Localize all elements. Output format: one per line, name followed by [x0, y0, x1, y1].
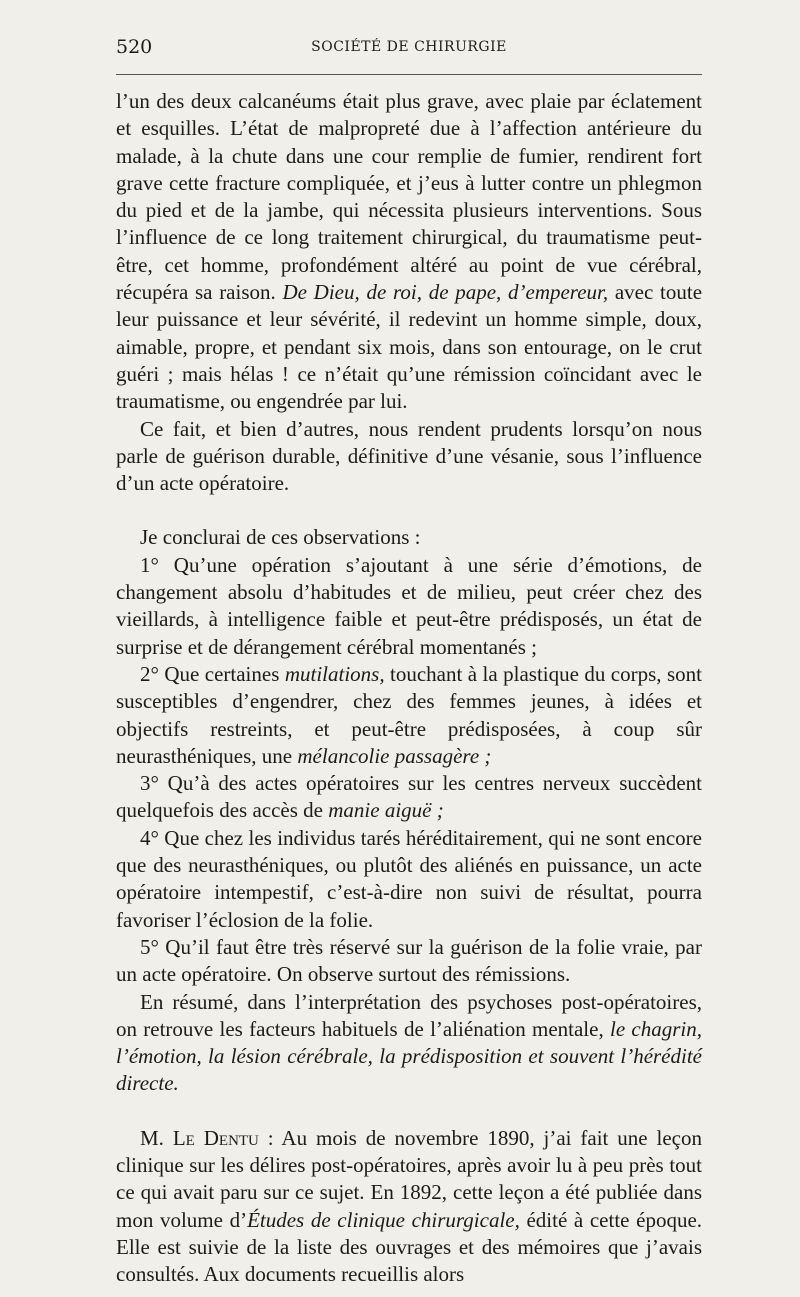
summary-paragraph: En résumé, dans l’interprétation des psychoses post-opératoires, on retrouve les facteurs habituels de l’aliénation mentale, le chagrin, l’émotion, la lésion cérébrale, la prédisposition et souvent l’hérédité directe.	[116, 989, 702, 1096]
page-header	[116, 36, 702, 60]
paragraph-2: Ce fait, et bien d’autres, nous rendent prudents lorsqu’on nous parle de guérison durable, définitive d’une vésanie, sous l’influence d’un acte opératoire.	[116, 416, 702, 496]
body-text	[116, 88, 702, 1288]
paragraph-1: l’un des deux calcanéums était plus grave, avec plaie par éclatement et esquilles. L’état de malpropreté due à l’affection antérieure du malade, à la chute dans une cour remplie de fumier, rendirent fort grave cette fracture compliquée, et j’eus à lutter contre un phlegmon du pied et de la jambe, qui nécessita plusieurs interventions. Sous l’influence de ce long traitement chirurgical, du traumatisme peut-être, cet homme, profondément altéré au point de vue cérébral, récupéra sa raison. De Dieu, de roi, de pape, d’empereur, avec toute leur puissance et leur sévérité, il redevint un homme simple, doux, aimable, propre, et pendant six mois, dans son entourage, on le crut guéri ; mais hélas ! ce n’était qu’une rémission coïncidant avec le traumatisme, ou engendrée par lui.	[116, 89, 703, 414]
le-dentu-paragraph: M. Le Dentu : Au mois de novembre 1890, j’ai fait une leçon clinique sur les délires post-opératoires, après avoir lu à peu près tout ce qui avait paru sur ce sujet. En 1892, cette leçon a été publiée dans mon volume d’Études de clinique chirurgicale, édité à cette époque. Elle est suivie de la liste des ouvrages et des mémoires que j’avais consultés. Aux documents recueillis alors	[116, 1125, 703, 1287]
conclusion-3: 3° Qu’à des actes opératoires sur les centres nerveux succèdent quelquefois des accès de manie aiguë ;	[116, 771, 702, 823]
page-number: 520	[116, 36, 153, 58]
conclusion-intro: Je conclurai de ces observations :	[140, 525, 421, 550]
speaker-name: M. Le Dentu :	[140, 1125, 274, 1150]
conclusion-2: 2° Que certaines mutilations, touchant à la plastique du corps, sont susceptibles d’engendrer, chez des femmes jeunes, à idées et objectifs restreints, et peut-être prédisposées, à coup sûr neurasthéniques, une mélancolie passagère ;	[116, 661, 702, 768]
conclusion-4: 4° Que chez les individus tarés héréditairement, qui ne sont encore que des neurasthéniques, ou plutôt des aliénés en puissance, un acte opératoire intempestif, c’est-à-dire non suivi de résultat, pourra favoriser l’éclosion de la folie.	[116, 825, 702, 932]
conclusion-5: 5° Qu’il faut être très réservé sur la guérison de la folie vraie, par un acte opératoire. On observe surtout des rémissions.	[116, 934, 702, 987]
conclusion-1: 1° Qu’une opération s’ajoutant à une série d’émotions, de changement absolu d’habitudes et de milieu, peut créer chez des vieillards, à intelligence faible et peut-être prédisposés, un état de surprise et de dérangement cérébral momentanés ;	[116, 552, 702, 659]
running-title: SOCIÉTÉ DE CHIRURGIE	[311, 39, 507, 55]
header-rule	[116, 74, 702, 75]
